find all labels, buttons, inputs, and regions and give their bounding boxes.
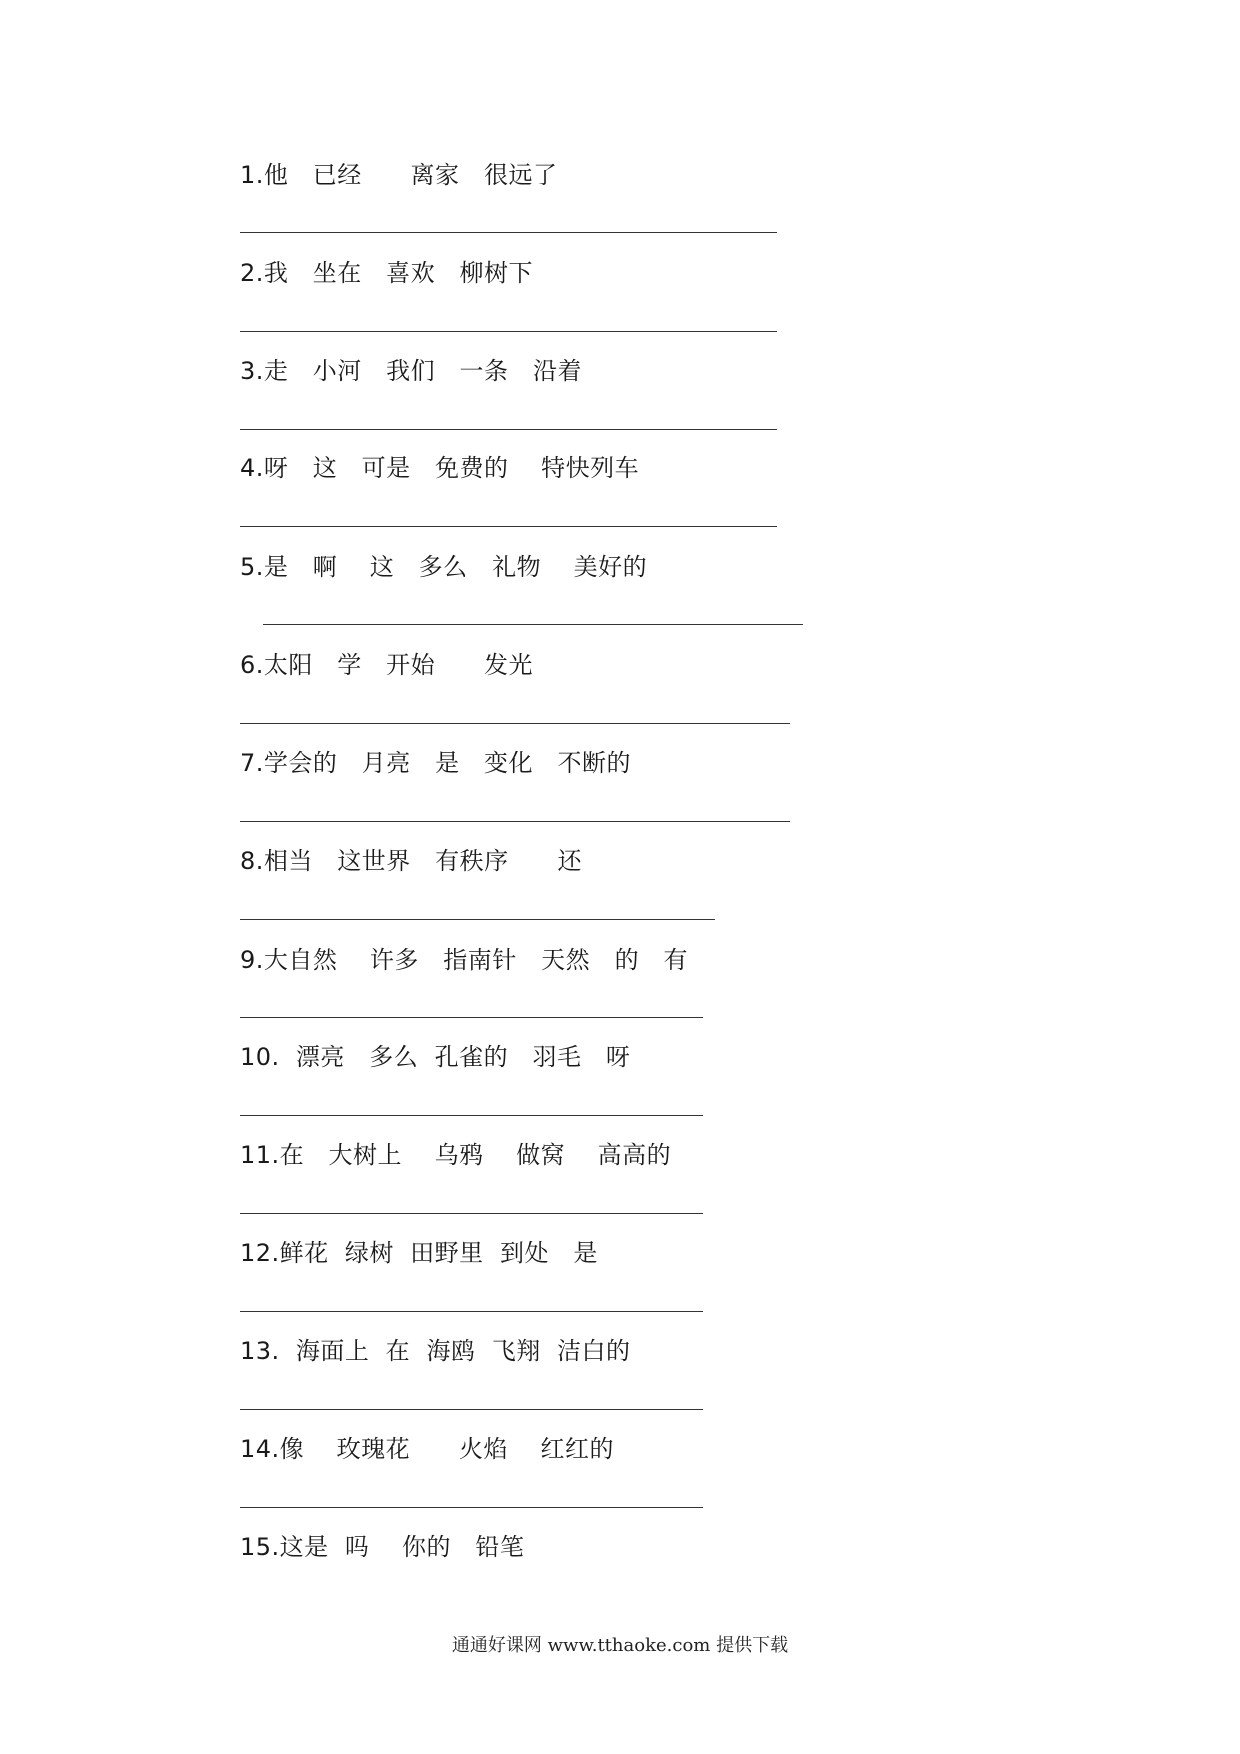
question-4: 4.呀 这 可是 免费的 特快列车 [240, 454, 640, 482]
answer-line-7 [240, 821, 790, 822]
question-12: 12.鲜花 绿树 田野里 到处 是 [240, 1239, 598, 1267]
answer-line-9 [240, 1017, 703, 1018]
answer-line-8 [240, 919, 715, 920]
answer-line-5 [263, 624, 803, 625]
question-1: 1.他 已经 离家 很远了 [240, 161, 558, 189]
answer-line-13 [240, 1409, 703, 1410]
footer-download-credit: 通通好课网 www.tthaoke.com 提供下载 [451, 1635, 789, 1656]
question-14: 14.像 玫瑰花 火焰 红红的 [240, 1435, 614, 1463]
question-6: 6.太阳 学 开始 发光 [240, 651, 533, 679]
answer-line-11 [240, 1213, 703, 1214]
answer-line-14 [240, 1507, 703, 1508]
question-13: 13. 海面上 在 海鸥 飞翔 洁白的 [240, 1337, 631, 1365]
question-11: 11.在 大树上 乌鸦 做窝 高高的 [240, 1141, 672, 1169]
answer-line-3 [240, 429, 777, 430]
question-9: 9.大自然 许多 指南针 天然 的 有 [240, 946, 688, 974]
answer-line-4 [240, 526, 777, 527]
question-2: 2.我 坐在 喜欢 柳树下 [240, 259, 534, 287]
question-5: 5.是 啊 这 多么 礼物 美好的 [240, 553, 648, 581]
question-15: 15.这是 吗 你的 铅笔 [240, 1533, 525, 1561]
question-10: 10. 漂亮 多么 孔雀的 羽毛 呀 [240, 1043, 631, 1071]
question-8: 8.相当 这世界 有秩序 还 [240, 847, 582, 875]
answer-line-12 [240, 1311, 703, 1312]
answer-line-1 [240, 232, 777, 233]
question-3: 3.走 小河 我们 一条 沿着 [240, 357, 582, 385]
question-7: 7.学会的 月亮 是 变化 不断的 [240, 749, 631, 777]
answer-line-6 [240, 723, 790, 724]
answer-line-10 [240, 1115, 703, 1116]
answer-line-2 [240, 331, 777, 332]
